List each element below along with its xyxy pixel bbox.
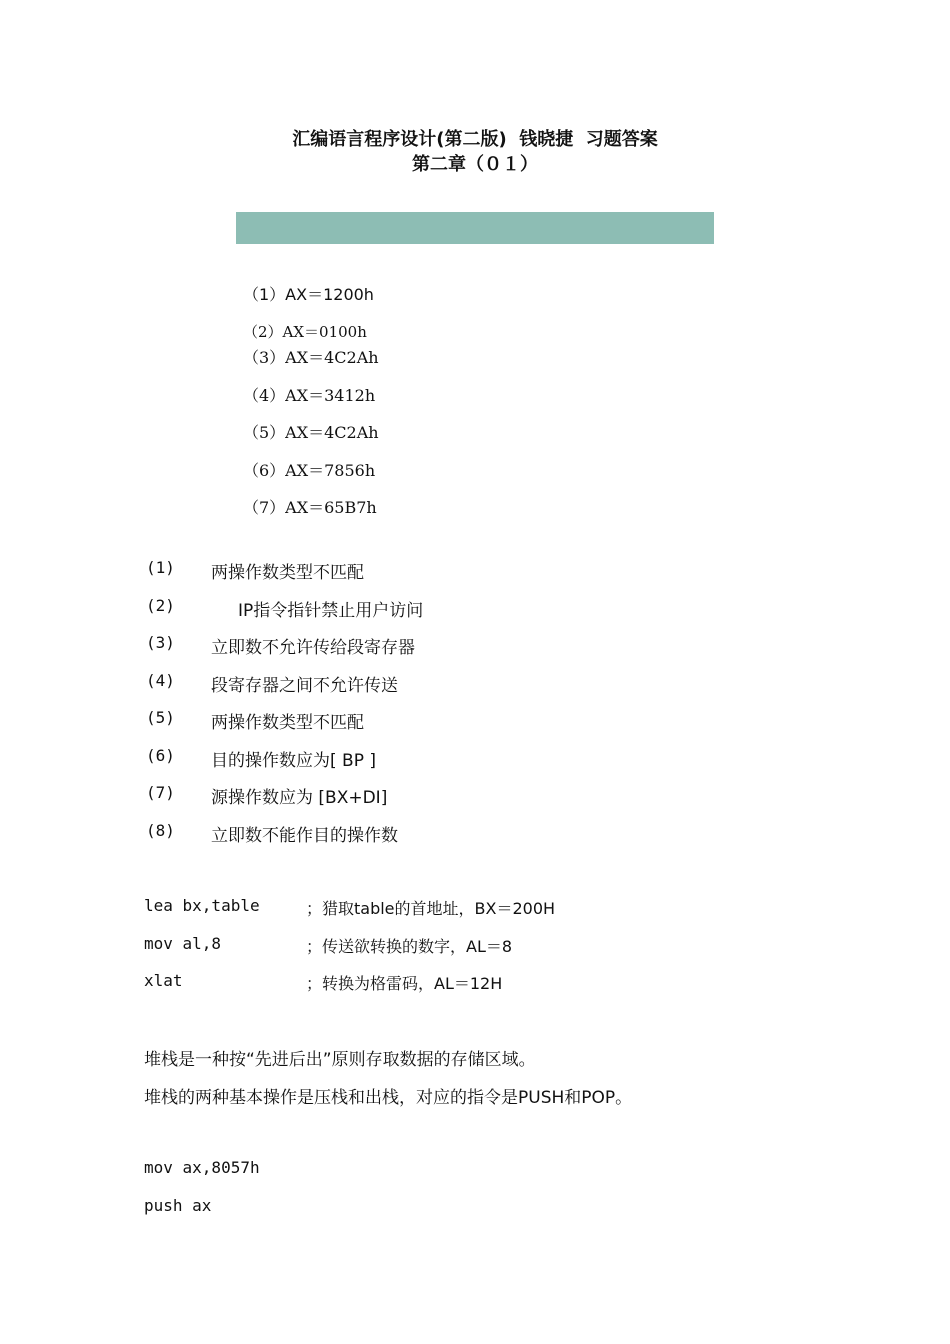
answer-item: （7）AX＝65B7h xyxy=(243,498,377,517)
item-text: IP指令指针禁止用户访问 xyxy=(211,601,424,621)
item-number: (2) xyxy=(146,596,175,615)
paragraph: 堆栈的两种基本操作是压栈和出栈，对应的指令是PUSH和POP。 xyxy=(144,1088,633,1108)
code-comment: ；猎取table的首地址，BX＝200H xyxy=(306,899,556,918)
answer-item: （1）AX＝1200h xyxy=(243,285,374,304)
code-line: push ax xyxy=(144,1196,212,1215)
item-text: 段寄存器之间不允许传送 xyxy=(211,676,398,696)
code-comment: ；传送欲转换的数字，AL＝8 xyxy=(306,937,513,956)
item-number: (8) xyxy=(146,821,175,840)
item-text: 立即数不能作目的操作数 xyxy=(211,826,398,846)
document-title: 汇编语言程序设计(第二版) 钱晓捷 习题答案 xyxy=(292,129,658,150)
item-text: 两操作数类型不匹配 xyxy=(211,563,364,583)
code-instruction: mov al,8 xyxy=(144,934,222,953)
item-text: 目的操作数应为[ BP ] xyxy=(211,751,376,771)
item-number: (1) xyxy=(146,558,175,577)
item-number: (5) xyxy=(146,708,175,727)
item-number: (7) xyxy=(146,783,175,802)
item-text: 两操作数类型不匹配 xyxy=(211,713,364,733)
code-instruction: lea bx,table xyxy=(144,896,260,915)
item-number: (3) xyxy=(146,633,175,652)
answer-item: （5）AX＝4C2Ah xyxy=(243,423,379,442)
item-text: 立即数不允许传给段寄存器 xyxy=(211,638,415,658)
answer-item: （4）AX＝3412h xyxy=(243,386,376,405)
code-line: mov ax,8057h xyxy=(144,1158,260,1177)
answer-item: （2）AX＝0100h xyxy=(243,323,367,341)
code-instruction: xlat xyxy=(144,971,183,990)
chapter-subtitle: 第二章（０１） xyxy=(412,154,538,175)
code-comment: ；转换为格雷码，AL＝12H xyxy=(306,974,503,993)
answer-item: （3）AX＝4C2Ah xyxy=(243,348,379,367)
paragraph: 堆栈是一种按“先进后出”原则存取数据的存储区域。 xyxy=(144,1050,536,1070)
section-header-bar xyxy=(236,212,714,244)
item-number: (4) xyxy=(146,671,175,690)
item-text: 源操作数应为 [BX+DI] xyxy=(211,788,388,808)
answer-item: （6）AX＝7856h xyxy=(243,461,376,480)
item-number: (6) xyxy=(146,746,175,765)
